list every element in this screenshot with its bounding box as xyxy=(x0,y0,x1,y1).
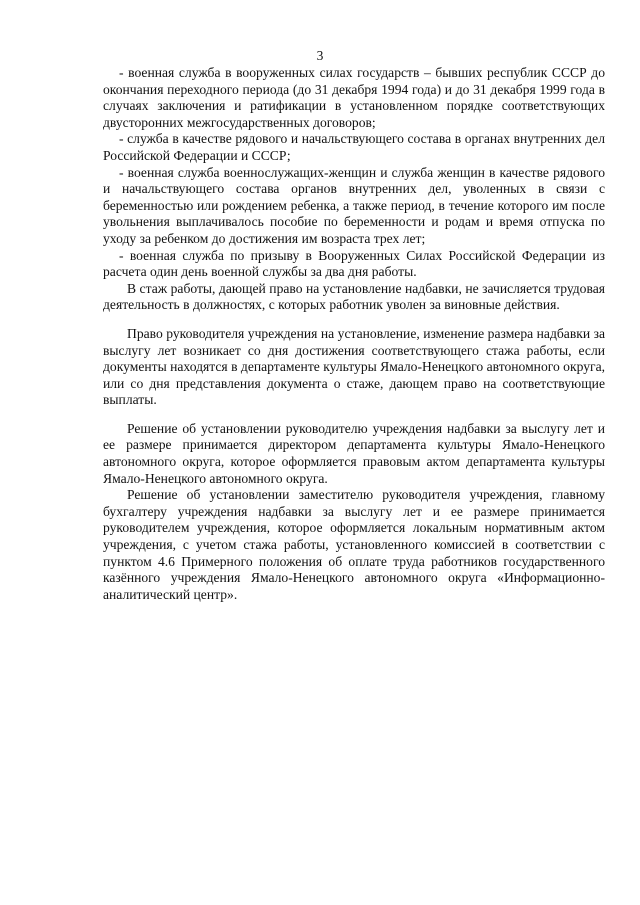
paragraph-head-right: Право руководителя учреждения на установление, изменение размера надбавки за выслугу лет возникает со дня достижения соответствующего стажа работы, если документы находятся в департаменте культуры Ямало-Ненецкого автономного округа, или со дня представления документа о стаже, дающем право на соответствующие выплаты. xyxy=(103,325,605,408)
paragraph-deputy-decision: Решение об установлении заместителю руководителя учреждения, главному бухгалтеру учреждения надбавки за выслугу лет и ее размере принимается руководителем учреждения, которое оформляется локальным нормативным актом учреждения, с учетом стажа работы, установленного комиссией в соответствии с пунктом 4.6 Примерного положения об оплате труда работников государственного казённого учреждения Ямало-Ненецкого автономного округа «Информационно-аналитический центр». xyxy=(103,487,605,602)
paragraph-excluded-work: В стаж работы, дающей право на установление надбавки, не зачисляется трудовая деятельность в должностях, с которых работник уволен за виновные действия. xyxy=(103,280,605,313)
list-item-conscription-service: - военная служба по призыву в Вооруженных Силах Российской Федерации из расчета один день военной службы за два дня работы. xyxy=(103,247,605,280)
list-item-women-service: - военная служба военнослужащих-женщин и служба женщин в качестве рядового и начальствующего состава органов внутренних дел, уволенных в связи с беременностью или рождением ребенка, а также период, в течение которого им после увольнения выплачивалось пособие по беременности и родам и время отпуска по уходу за ребенком до достижения им возраста трех лет; xyxy=(103,164,605,246)
page-number: 3 xyxy=(316,48,324,63)
paragraph-head-decision: Решение об установлении руководителю учреждения надбавки за выслугу лет и ее размере принимается директором департамента культуры Ямало-Ненецкого автономного округа, которое оформляется правовым актом департамента культуры Ямало-Ненецкого автономного округа. xyxy=(103,420,605,486)
list-item-military-service-ussr: - военная служба в вооруженных силах государств – бывших республик СССР до окончания переходного периода (до 31 декабря 1994 года) и до 31 декабря 1999 года в случаях заключения и ратификации в установленном порядке соответствующих двусторонних межгосударственных договоров; xyxy=(103,65,605,130)
document-body xyxy=(103,65,605,603)
list-item-internal-affairs-service: - служба в качестве рядового и начальствующего состава в органах внутренних дел Российской Федерации и СССР; xyxy=(103,131,605,163)
